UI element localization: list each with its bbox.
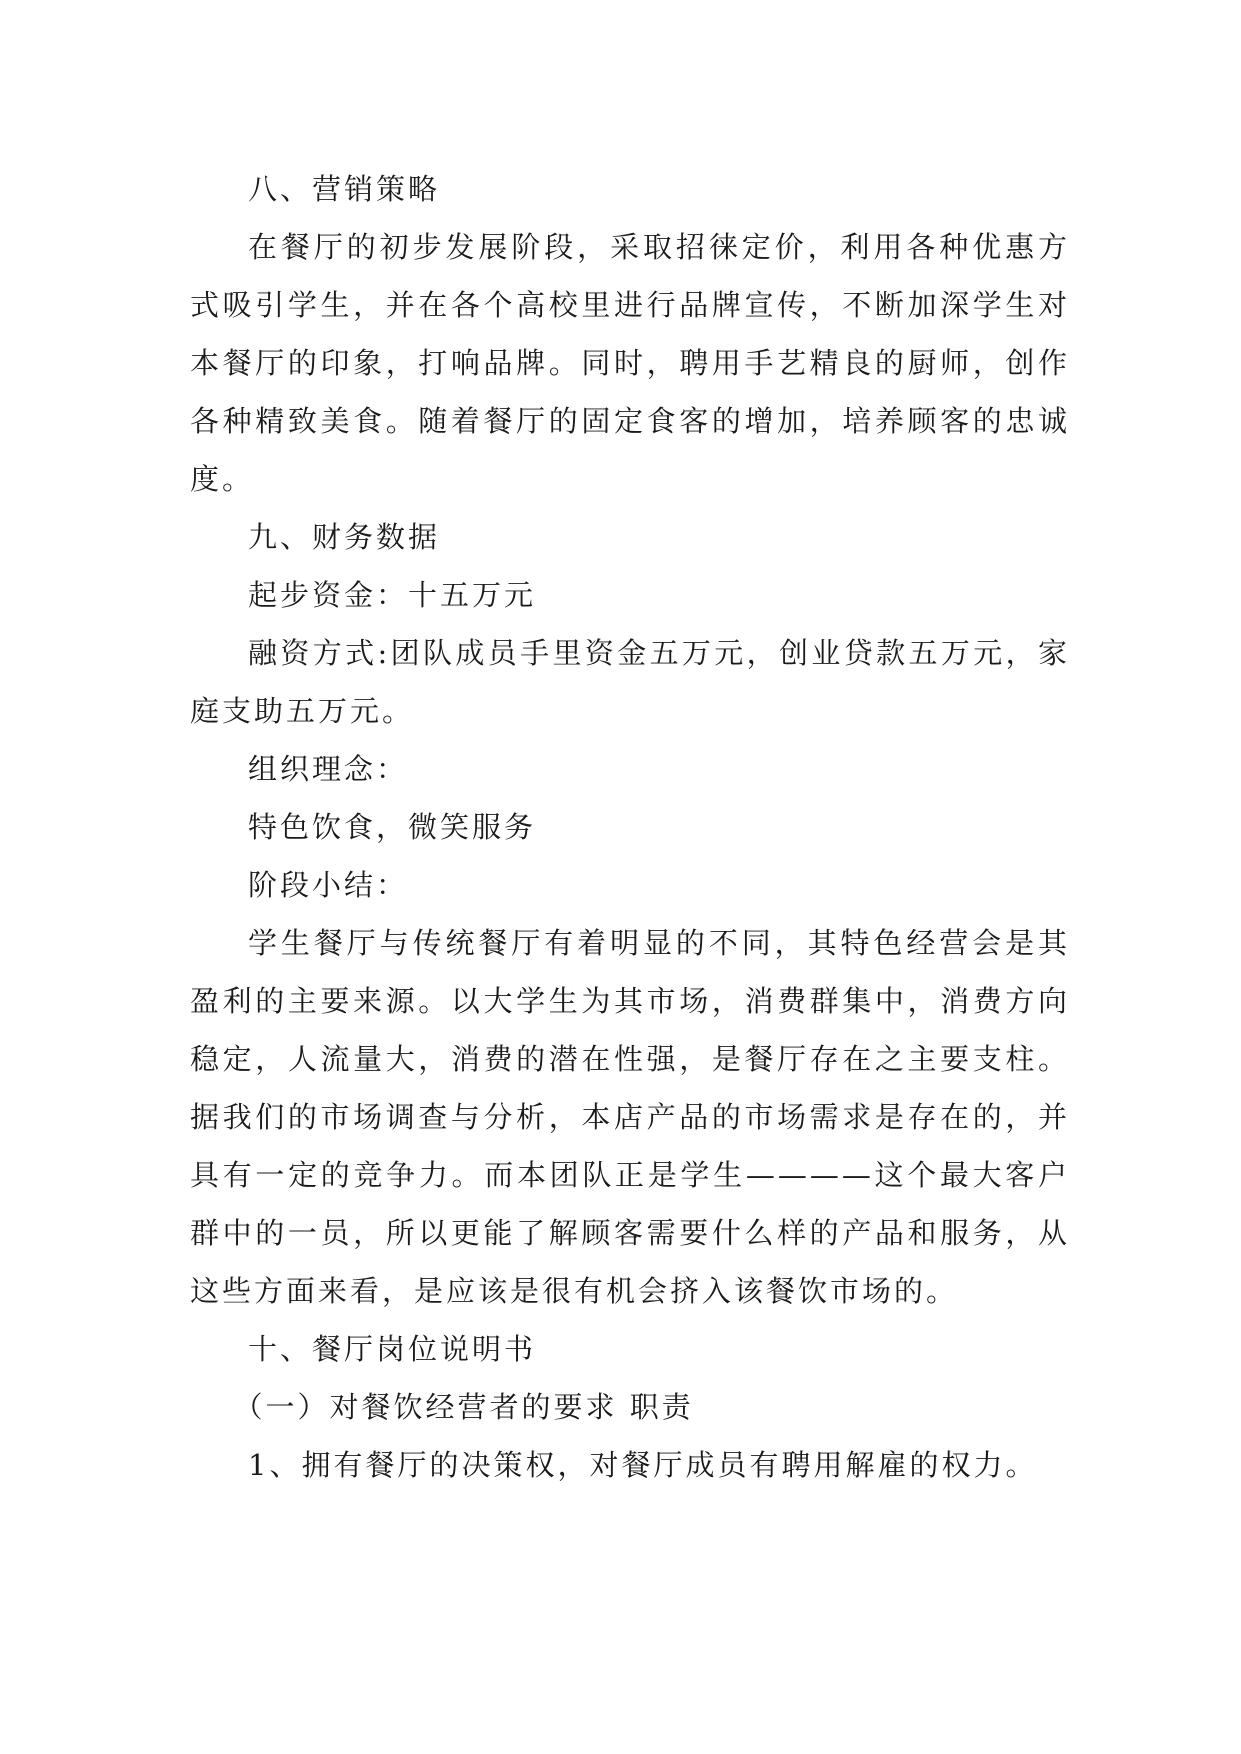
marketing-paragraph: 在餐厅的初步发展阶段，采取招徕定价，利用各种优惠方式吸引学生，并在各个高校里进行品牌宣传，不断加深学生对本餐厅的印象，打响品牌。同时，聘用手艺精良的厨师，创作各种精致美食。随着餐厅的固定食客的增加，培养顾客的忠诚度。 [190, 230, 1070, 496]
section-heading-job-description: 十、餐厅岗位说明书 [248, 1332, 537, 1366]
financing-paragraph: 融资方式:团队成员手里资金五万元，创业贷款五万元，家庭支助五万元。 [190, 636, 1070, 728]
startup-funds-line: 起步资金：十五万元 [248, 578, 537, 612]
summary-label: 阶段小结： [248, 868, 409, 902]
section-heading-marketing: 八、营销策略 [248, 172, 441, 206]
subsection-heading-manager: （一）对餐饮经营者的要求 职责 [233, 1390, 694, 1424]
list-item-1: 1、拥有餐厅的决策权，对餐厅成员有聘用解雇的权力。 [248, 1448, 1038, 1482]
document-body [190, 160, 1070, 1494]
org-concept-text: 特色饮食，微笑服务 [248, 810, 537, 844]
section-heading-finance: 九、财务数据 [248, 520, 441, 554]
org-concept-label: 组织理念： [248, 752, 409, 786]
summary-paragraph: 学生餐厅与传统餐厅有着明显的不同，其特色经营会是其盈利的主要来源。以大学生为其市场，消费群集中，消费方向稳定，人流量大，消费的潜在性强，是餐厅存在之主要支柱。据我们的市场调查与分析，本店产品的市场需求是存在的，并具有一定的竞争力。而本团队正是学生————这个最大客户群中的一员，所以更能了解顾客需要什么样的产品和服务，从这些方面来看，是应该是很有机会挤入该餐饮市场的。 [190, 926, 1070, 1308]
